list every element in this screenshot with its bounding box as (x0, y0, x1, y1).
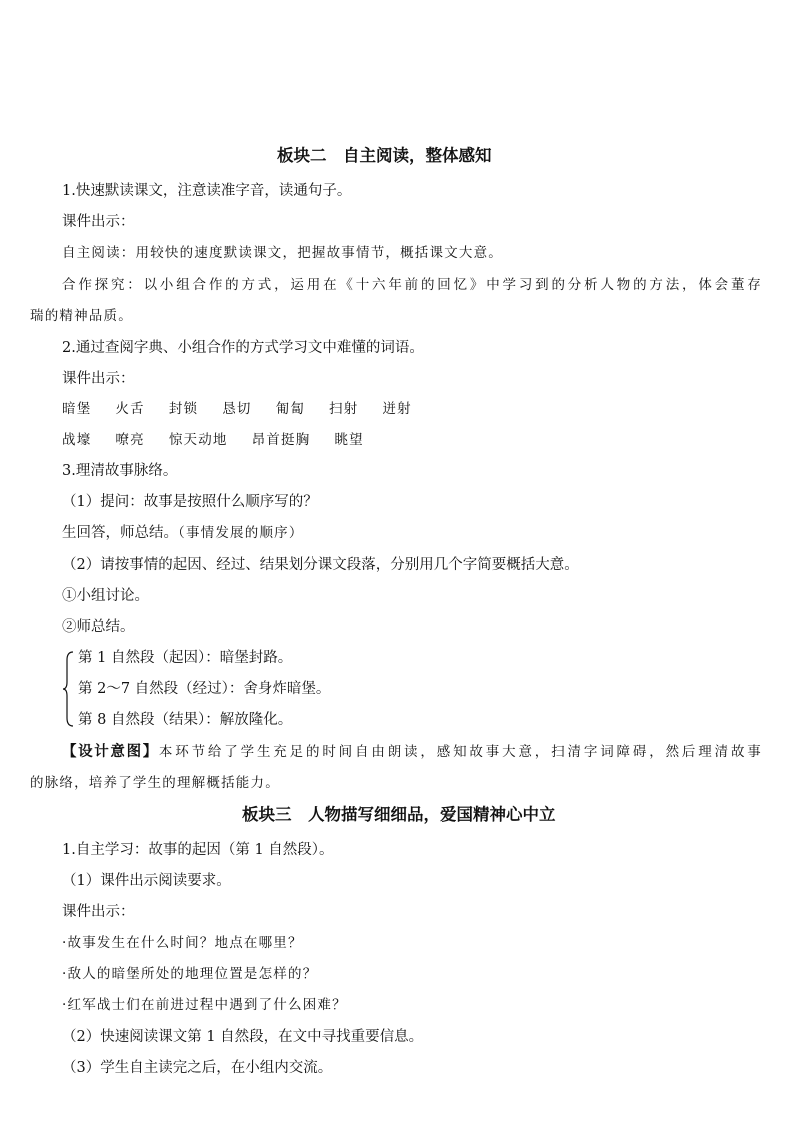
vocabulary-row-1 (62, 399, 436, 419)
design-intent-label: 【设计意图】 (62, 744, 159, 760)
vocab-word: 封锁 (168, 401, 199, 417)
vocab-word: 火舌 (115, 401, 145, 417)
question-2: （2）请按事情的起因、经过、结果划分课文段落，分别用几个字简要概括大意。 (62, 557, 579, 573)
outline-item: 第 1 自然段（起因）：暗堡封路。 (78, 650, 293, 666)
cooperation-text-line1: 合作探究：以小组合作的方式，运用在《十六年前的回忆》中学习到的分析人物的方法，体会董存 (62, 277, 762, 293)
cooperation-text-line2: 瑞的精神品质。 (30, 308, 133, 324)
sub-step-1: （1）课件出示阅读要求。 (62, 873, 231, 889)
courseware-label: 课件出示： (62, 214, 135, 230)
vocab-word: 匍匐 (275, 401, 306, 417)
vocab-word: 暗堡 (62, 401, 92, 417)
vocab-word: 迸射 (382, 401, 412, 417)
sub-step-2: （2）快速阅读课文第 1 自然段，在文中寻找重要信息。 (62, 1029, 424, 1045)
vocab-word: 惊天动地 (168, 432, 228, 448)
task-item-3: 3.理清故事脉络。 (62, 463, 178, 479)
task-item-1: 1.快速默读课文，注意读准字音，读通句子。 (62, 183, 352, 199)
answer-note: （事情发展的顺序） (178, 525, 304, 541)
left-brace-icon (62, 650, 74, 728)
section-title-block2: 板块二 自主阅读，整体感知 (277, 146, 492, 165)
section-title-block3: 板块三 人物描写细细品，爱国精神心中立 (242, 805, 556, 824)
step-discussion: ①小组讨论。 (62, 588, 149, 604)
question-1: （1）提问：故事是按照什么顺序写的？ (62, 494, 318, 510)
self-reading-text: 自主阅读：用较快的速度默读课文，把握故事情节，概括课文大意。 (62, 245, 503, 261)
sub-step-3: （3）学生自主读完之后，在小组内交流。 (62, 1060, 333, 1076)
vocab-word: 恳切 (222, 401, 252, 417)
vocab-word: 战壕 (62, 432, 92, 448)
bullet-question: ·故事发生在什么时间？地点在哪里？ (62, 935, 303, 951)
vocab-word: 昂首挺胸 (251, 432, 311, 448)
vocab-word: 眺望 (334, 432, 364, 448)
vocab-word: 扫射 (329, 401, 359, 417)
courseware-label: 课件出示： (62, 371, 135, 387)
vocab-word: 嘹亮 (115, 432, 145, 448)
bullet-question: ·红军战士们在前进过程中遇到了什么困难？ (62, 997, 347, 1013)
design-intent-text: 本环节给了学生充足的时间自由朗读，感知故事大意，扫清字词障碍，然后理清故事 (158, 744, 762, 760)
outline-item: 第 8 自然段（结果）：解放隆化。 (78, 712, 293, 728)
task-item-2: 2.通过查阅字典、小组合作的方式学习文中难懂的词语。 (62, 340, 424, 356)
courseware-label: 课件出示： (62, 904, 135, 920)
bullet-question: ·敌人的暗堡所处的地理位置是怎样的？ (62, 966, 318, 982)
task-item-1: 1.自主学习：故事的起因（第 1 自然段）。 (62, 842, 334, 858)
outline-item: 第 2～7 自然段（经过）：舍身炸暗堡。 (78, 681, 331, 697)
step-summary: ②师总结。 (62, 619, 135, 635)
answer-lead: 生回答，师总结。 (62, 525, 178, 541)
vocabulary-row-2 (62, 430, 388, 450)
answer-line (62, 523, 304, 543)
design-intent-line1 (62, 742, 762, 762)
design-intent-line2: 的脉络，培养了学生的理解概括能力。 (30, 775, 280, 791)
